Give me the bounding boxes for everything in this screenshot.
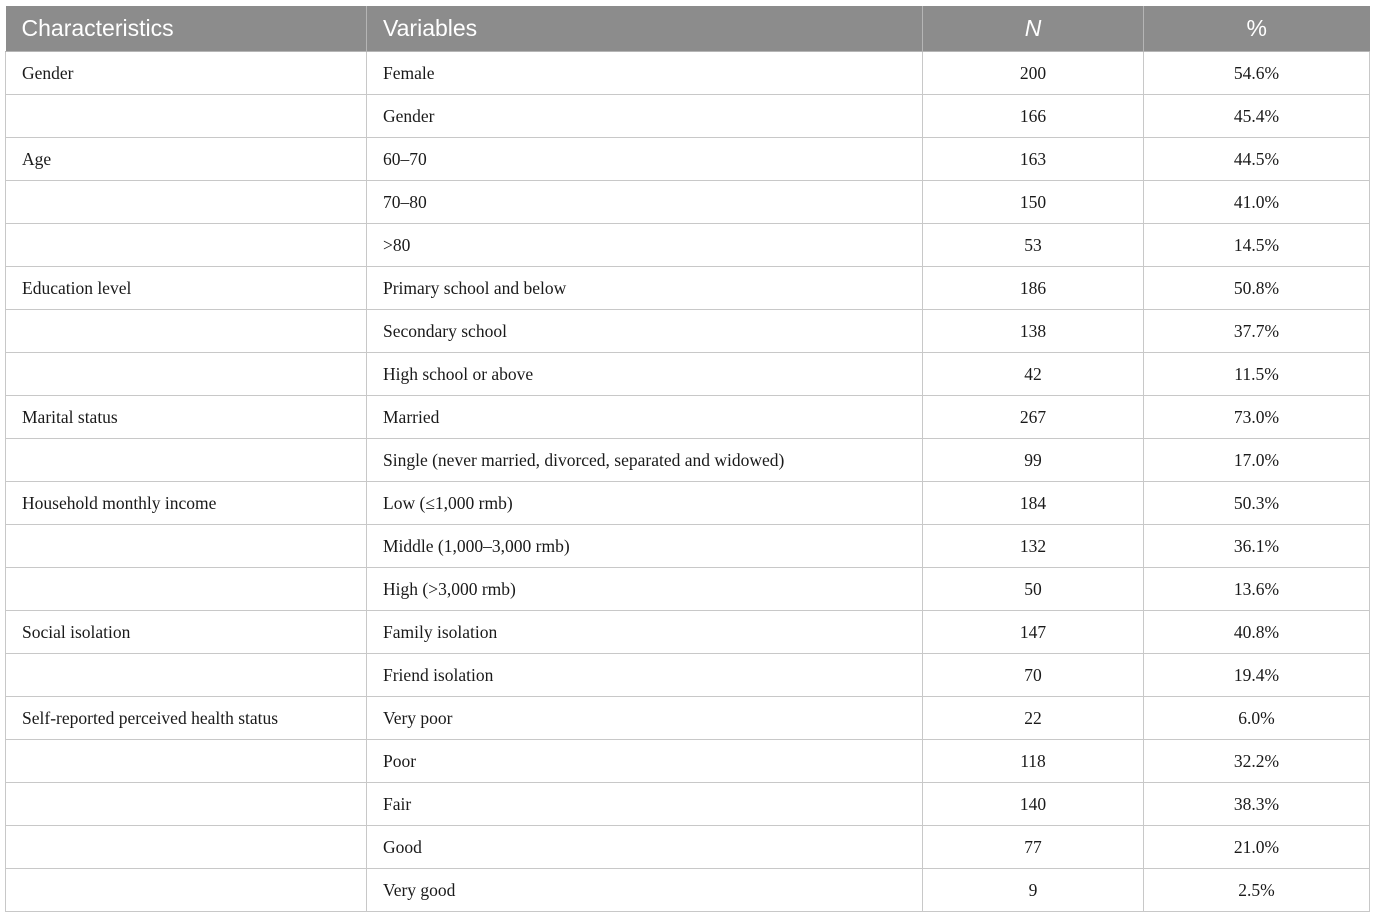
demographics-table-container bbox=[5, 6, 1369, 912]
variable-cell: Married bbox=[367, 396, 923, 439]
variable-cell: >80 bbox=[367, 224, 923, 267]
percent-cell: 2.5% bbox=[1144, 869, 1370, 912]
percent-cell: 13.6% bbox=[1144, 568, 1370, 611]
characteristic-cell: Household monthly income bbox=[6, 482, 367, 525]
n-cell: 267 bbox=[923, 396, 1144, 439]
table-row bbox=[6, 482, 1370, 525]
characteristic-cell bbox=[6, 310, 367, 353]
characteristic-cell bbox=[6, 869, 367, 912]
table-row bbox=[6, 740, 1370, 783]
table-row bbox=[6, 654, 1370, 697]
table-row bbox=[6, 353, 1370, 396]
table-row bbox=[6, 568, 1370, 611]
n-cell: 22 bbox=[923, 697, 1144, 740]
header-variables: Variables bbox=[367, 6, 923, 52]
table-row bbox=[6, 181, 1370, 224]
n-cell: 42 bbox=[923, 353, 1144, 396]
characteristic-cell: Social isolation bbox=[6, 611, 367, 654]
characteristic-cell bbox=[6, 525, 367, 568]
variable-cell: Fair bbox=[367, 783, 923, 826]
n-cell: 9 bbox=[923, 869, 1144, 912]
variable-cell: Family isolation bbox=[367, 611, 923, 654]
percent-cell: 17.0% bbox=[1144, 439, 1370, 482]
n-cell: 150 bbox=[923, 181, 1144, 224]
characteristic-cell bbox=[6, 654, 367, 697]
percent-cell: 44.5% bbox=[1144, 138, 1370, 181]
n-cell: 53 bbox=[923, 224, 1144, 267]
characteristic-cell: Self-reported perceived health status bbox=[6, 697, 367, 740]
percent-cell: 21.0% bbox=[1144, 826, 1370, 869]
percent-cell: 36.1% bbox=[1144, 525, 1370, 568]
characteristic-cell: Age bbox=[6, 138, 367, 181]
n-cell: 50 bbox=[923, 568, 1144, 611]
variable-cell: Low (≤1,000 rmb) bbox=[367, 482, 923, 525]
variable-cell: Poor bbox=[367, 740, 923, 783]
characteristic-cell: Education level bbox=[6, 267, 367, 310]
n-cell: 118 bbox=[923, 740, 1144, 783]
table-row bbox=[6, 267, 1370, 310]
characteristic-cell bbox=[6, 740, 367, 783]
percent-cell: 32.2% bbox=[1144, 740, 1370, 783]
percent-cell: 73.0% bbox=[1144, 396, 1370, 439]
table-row bbox=[6, 697, 1370, 740]
header-n: N bbox=[923, 6, 1144, 52]
characteristic-cell bbox=[6, 783, 367, 826]
percent-cell: 50.3% bbox=[1144, 482, 1370, 525]
characteristic-cell bbox=[6, 95, 367, 138]
table-row bbox=[6, 95, 1370, 138]
characteristic-cell bbox=[6, 439, 367, 482]
percent-cell: 45.4% bbox=[1144, 95, 1370, 138]
percent-cell: 54.6% bbox=[1144, 52, 1370, 95]
table-row bbox=[6, 869, 1370, 912]
variable-cell: High (>3,000 rmb) bbox=[367, 568, 923, 611]
table-row bbox=[6, 826, 1370, 869]
characteristic-cell: Gender bbox=[6, 52, 367, 95]
variable-cell: Primary school and below bbox=[367, 267, 923, 310]
percent-cell: 38.3% bbox=[1144, 783, 1370, 826]
variable-cell: Very good bbox=[367, 869, 923, 912]
table-row bbox=[6, 783, 1370, 826]
n-cell: 140 bbox=[923, 783, 1144, 826]
table-row bbox=[6, 138, 1370, 181]
characteristic-cell bbox=[6, 568, 367, 611]
header-row bbox=[6, 6, 1370, 52]
n-cell: 184 bbox=[923, 482, 1144, 525]
variable-cell: Single (never married, divorced, separated and widowed) bbox=[367, 439, 923, 482]
table-row bbox=[6, 611, 1370, 654]
table-header bbox=[6, 6, 1370, 52]
n-cell: 163 bbox=[923, 138, 1144, 181]
table-row bbox=[6, 439, 1370, 482]
table-body bbox=[6, 52, 1370, 912]
n-cell: 99 bbox=[923, 439, 1144, 482]
characteristic-cell: Marital status bbox=[6, 396, 367, 439]
n-cell: 166 bbox=[923, 95, 1144, 138]
table-row bbox=[6, 396, 1370, 439]
percent-cell: 40.8% bbox=[1144, 611, 1370, 654]
variable-cell: Female bbox=[367, 52, 923, 95]
n-cell: 138 bbox=[923, 310, 1144, 353]
variable-cell: Friend isolation bbox=[367, 654, 923, 697]
n-cell: 200 bbox=[923, 52, 1144, 95]
variable-cell: Good bbox=[367, 826, 923, 869]
table-row bbox=[6, 310, 1370, 353]
n-cell: 77 bbox=[923, 826, 1144, 869]
table-row bbox=[6, 224, 1370, 267]
n-cell: 147 bbox=[923, 611, 1144, 654]
variable-cell: Gender bbox=[367, 95, 923, 138]
demographics-table bbox=[5, 6, 1370, 912]
n-cell: 70 bbox=[923, 654, 1144, 697]
percent-cell: 37.7% bbox=[1144, 310, 1370, 353]
percent-cell: 14.5% bbox=[1144, 224, 1370, 267]
table-row bbox=[6, 525, 1370, 568]
header-characteristics: Characteristics bbox=[6, 6, 367, 52]
variable-cell: 70–80 bbox=[367, 181, 923, 224]
variable-cell: 60–70 bbox=[367, 138, 923, 181]
percent-cell: 6.0% bbox=[1144, 697, 1370, 740]
header-percent: % bbox=[1144, 6, 1370, 52]
table-row bbox=[6, 52, 1370, 95]
percent-cell: 41.0% bbox=[1144, 181, 1370, 224]
characteristic-cell bbox=[6, 353, 367, 396]
variable-cell: High school or above bbox=[367, 353, 923, 396]
n-cell: 186 bbox=[923, 267, 1144, 310]
variable-cell: Middle (1,000–3,000 rmb) bbox=[367, 525, 923, 568]
variable-cell: Secondary school bbox=[367, 310, 923, 353]
percent-cell: 11.5% bbox=[1144, 353, 1370, 396]
characteristic-cell bbox=[6, 224, 367, 267]
characteristic-cell bbox=[6, 826, 367, 869]
variable-cell: Very poor bbox=[367, 697, 923, 740]
percent-cell: 19.4% bbox=[1144, 654, 1370, 697]
characteristic-cell bbox=[6, 181, 367, 224]
n-cell: 132 bbox=[923, 525, 1144, 568]
percent-cell: 50.8% bbox=[1144, 267, 1370, 310]
